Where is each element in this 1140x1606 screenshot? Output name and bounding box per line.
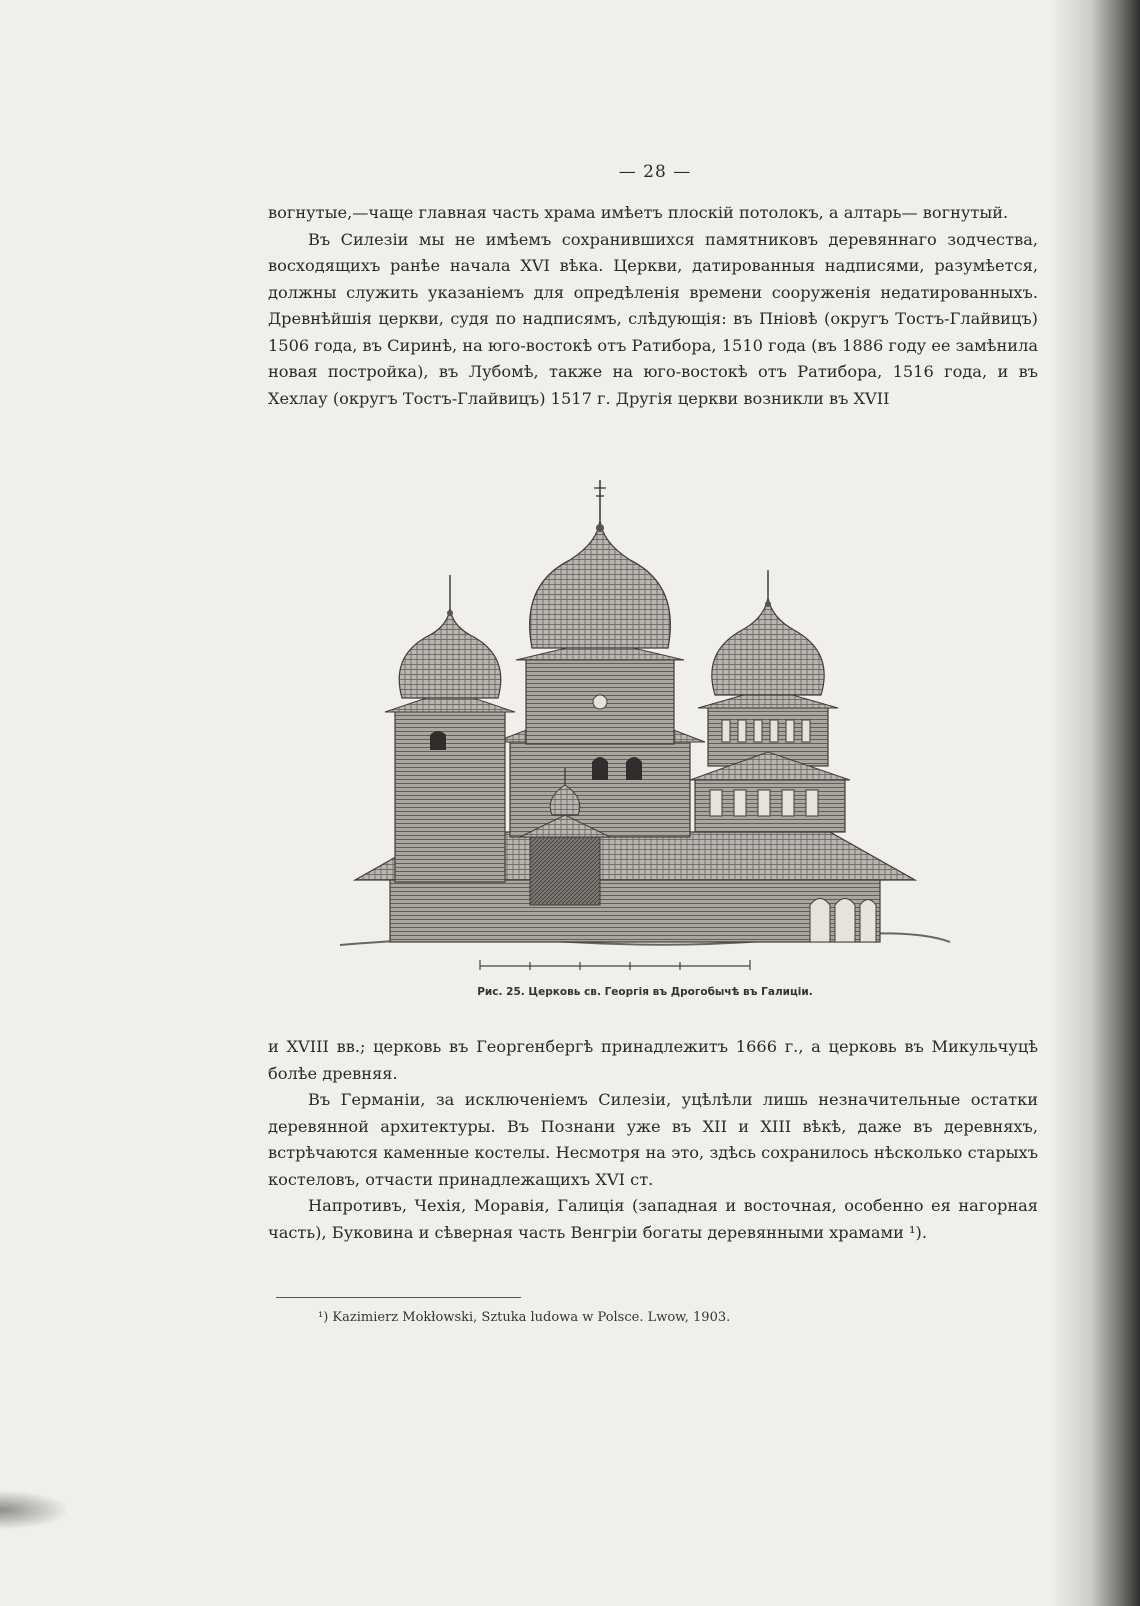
- page-number: — 28 —: [618, 162, 692, 182]
- paragraph-germany: Въ Германіи, за исключеніемъ Силезіи, уцѣлѣли лишь незначительные остатки деревянной архитектуры. Въ Познани уже въ XII и XIII вѣкѣ, даже въ деревняхъ, встрѣчаются каменные костелы. Несмотря на это, здѣсь сохранилось нѣсколько старыхъ костеловъ, отчасти принадлежащихъ XVI ст.: [268, 1090, 1038, 1189]
- paragraph-continuation: вогнутые,—чаще главная часть храма имѣетъ плоскій потолокъ, а алтарь— вогнутый.: [268, 203, 1009, 222]
- church-illustration: [330, 480, 960, 980]
- paragraph-bohemia: Напротивъ, Чехія, Моравія, Галиція (западная и восточная, особенно ея нагорная часть), Буковина и сѣверная часть Венгріи богаты деревянными храмами ¹).: [268, 1196, 1038, 1242]
- scan-smudge: [0, 1490, 70, 1530]
- figure-caption: Рис. 25. Церковь св. Георгія въ Дрогобычѣ въ Галиціи.: [477, 986, 813, 998]
- paragraph-continuation-xviii: и XVIII вв.; церковь въ Георгенбергѣ принадлежитъ 1666 г., а церковь въ Микульчуцѣ болѣе древняя.: [268, 1037, 1038, 1083]
- church-figure: [330, 480, 960, 1020]
- footnote: ¹) Kazimierz Mokłowski, Sztuka ludowa w Polsce. Lwow, 1903.: [318, 1310, 731, 1325]
- footnote-divider: [276, 1297, 521, 1298]
- text-block-bottom: [268, 1034, 1038, 1246]
- text-block-top: [268, 200, 1038, 412]
- paragraph-silesia: Въ Силезіи мы не имѣемъ сохранившихся памятниковъ деревяннаго зодчества, восходящихъ ранѣе начала XVI вѣка. Церкви, датированныя надписями, разумѣется, должны служить указаніемъ для опредѣленія времени сооруженія недатированныхъ. Древнѣйшія церкви, судя по надписямъ, слѣдующія: въ Пніовѣ (округъ Тостъ-Глайвицъ) 1506 года, въ Сиринѣ, на юго-востокѣ отъ Ратибора, 1510 года (въ 1886 году ее замѣнила новая постройка), въ Лубомѣ, также на юго-востокѣ отъ Ратибора, 1516 года, и въ Хехлау (округъ Тостъ-Глайвицъ) 1517 г. Другія церкви возникли въ XVII: [268, 229, 1038, 408]
- scan-edge-shadow: [1050, 0, 1140, 1606]
